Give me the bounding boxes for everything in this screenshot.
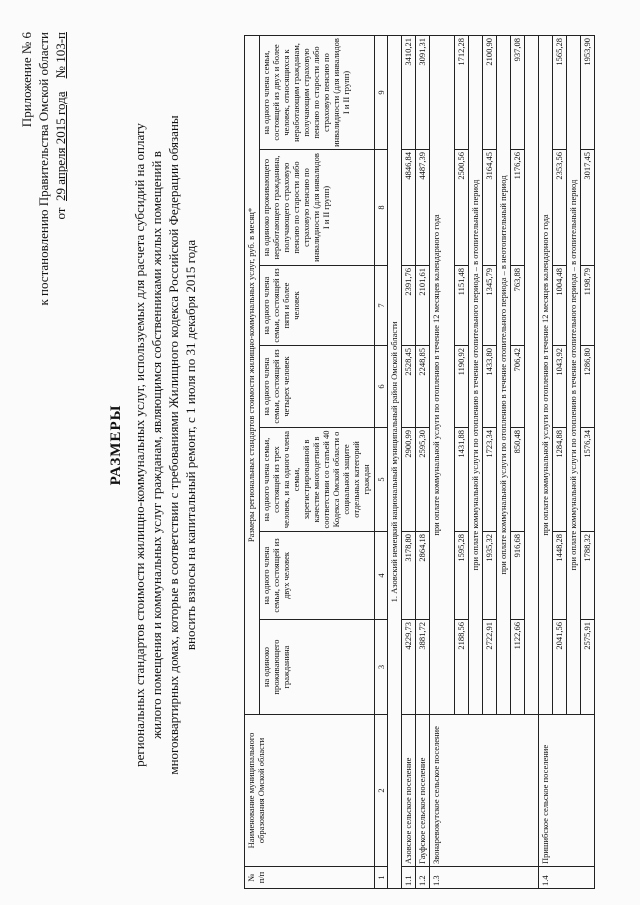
- band-label: при оплате коммунальной услуги по отоплению в течение отопительного периода – в отопительный период: [469, 35, 483, 714]
- cell-value: 2100,90: [483, 35, 497, 149]
- cell-value: 2900,99: [402, 428, 416, 532]
- appendix-date: 29 апреля 2015 года: [53, 91, 68, 202]
- table-row: [539, 35, 553, 888]
- header-name: Наименование муниципального образования Омской области: [245, 715, 375, 867]
- row-number: 1.1: [402, 867, 416, 889]
- column-number: 9: [375, 35, 388, 149]
- header-group: Размеры региональных стандартов стоимости жилищно-коммунальных услуг, руб. в месяц*: [245, 35, 260, 714]
- subheader-col4: на одного члена семьи, состоящей из двух человек: [260, 532, 375, 620]
- column-number: 5: [375, 428, 388, 532]
- row-name: Азовское сельское поселение: [402, 715, 416, 867]
- cell-value: 1286,80: [581, 346, 595, 428]
- cell-value: 1788,32: [581, 532, 595, 620]
- band-label: при оплате коммунальной услуги по отоплению в течение 12 месяцев календарного года: [539, 35, 553, 714]
- cell-value: 1284,88: [553, 428, 567, 532]
- cell-value: 2041,56: [553, 620, 567, 715]
- subheader-col7: на одного члена семьи, состоящей из пяти и более человек: [260, 266, 375, 346]
- cell-value: 1953,90: [581, 35, 595, 149]
- cell-value: 1576,34: [581, 428, 595, 532]
- column-number: 4: [375, 532, 388, 620]
- column-number: 2: [375, 715, 388, 867]
- column-number: 3: [375, 620, 388, 715]
- subheader-col9: на одного члена семьи, состоящей из двух и более человек, относящихся к неработающим гражданам, получающим страховую пенсию по старости либо страховую пенсию по инвалидности (для инвалидов I и II групп): [260, 35, 375, 149]
- cell-value: 1122,66: [511, 620, 525, 715]
- cell-value: 916,68: [511, 532, 525, 620]
- subheader-col8: на одиноко проживающего неработающего гражданина, получающего страховую пенсию по старости либо страховую пенсию по инвалидности (для инвалидов I и II групп): [260, 150, 375, 266]
- cell-value: 2722,91: [483, 620, 497, 715]
- cell-value: 4229,73: [402, 620, 416, 715]
- row-name: Пришибское сельское поселение: [539, 715, 595, 867]
- cell-value: 2500,56: [455, 150, 469, 266]
- appendix-doc-number: № 103-п: [53, 32, 68, 79]
- cell-value: 1433,80: [483, 346, 497, 428]
- cell-value: 937,08: [511, 35, 525, 149]
- column-number: 7: [375, 266, 388, 346]
- appendix-date-line: от 29 апреля 2015 года № 103-п: [53, 32, 68, 220]
- appendix-block: [18, 32, 69, 306]
- cell-value: 850,48: [511, 428, 525, 532]
- document-title: РАЗМЕРЫ: [108, 404, 124, 486]
- cell-value: 3178,80: [402, 532, 416, 620]
- cell-value: 2595,30: [416, 428, 430, 532]
- cell-value: 1004,48: [553, 266, 567, 346]
- cell-value: 2353,56: [553, 150, 567, 266]
- cell-value: 3164,45: [483, 150, 497, 266]
- cell-value: 1595,28: [455, 532, 469, 620]
- cell-value: 2528,45: [402, 346, 416, 428]
- cell-value: 1712,28: [455, 35, 469, 149]
- cell-value: 1448,28: [553, 532, 567, 620]
- row-number: 1.2: [416, 867, 430, 889]
- subheader-col5: на одного члена семьи, состоящей из трех человек, и на одного члена семьи, зарегистрированной в качестве многодетной в соответствии со статьей 40 Кодекса Омской области о социальной защите отдельных категорий граждан: [260, 428, 375, 532]
- cell-value: 2188,56: [455, 620, 469, 715]
- header-no: № п/п: [245, 867, 375, 889]
- standards-table: [244, 35, 595, 889]
- row-number: 1.4: [539, 867, 595, 889]
- cell-value: 3881,72: [416, 620, 430, 715]
- cell-value: 1565,28: [553, 35, 567, 149]
- subheader-col6: на одного члена семьи, состоящей из четырех человек: [260, 346, 375, 428]
- cell-value: 1198,79: [581, 266, 595, 346]
- column-number: 6: [375, 346, 388, 428]
- cell-value: 4846,84: [402, 150, 416, 266]
- cell-value: 1935,32: [483, 532, 497, 620]
- section-row: [388, 35, 402, 888]
- row-name: Гауфское сельское поселение: [416, 715, 430, 867]
- document-heading: [108, 105, 199, 785]
- cell-value: 2864,18: [416, 532, 430, 620]
- cell-value: 1043,92: [553, 346, 567, 428]
- band-label: при оплате коммунальной услуги по отоплению в течение отопительного периода – в отопительный период: [567, 35, 581, 714]
- cell-value: 1723,34: [483, 428, 497, 532]
- cell-value: 1151,48: [455, 266, 469, 346]
- cell-value: 706,42: [511, 346, 525, 428]
- cell-value: 3410,21: [402, 35, 416, 149]
- column-number: 1: [375, 867, 388, 889]
- table-row: [430, 35, 455, 888]
- cell-value: 2575,91: [581, 620, 595, 715]
- column-number-row: [375, 35, 388, 888]
- column-number: 8: [375, 150, 388, 266]
- cell-value: 2248,85: [416, 346, 430, 428]
- row-name: Звонаревокутское сельское поселение: [430, 715, 539, 867]
- band-label: при оплате коммунальной услуги по отоплению в течение 12 месяцев календарного года: [430, 35, 455, 714]
- cell-value: 4487,39: [416, 150, 430, 266]
- appendix-reference: к постановлению Правительства Омской области: [36, 32, 51, 306]
- cell-value: 763,88: [511, 266, 525, 346]
- subheader-col3: на одиноко проживающего гражданина: [260, 620, 375, 715]
- cell-value: 1190,92: [455, 346, 469, 428]
- cell-value: 1176,26: [511, 150, 525, 266]
- cell-value: 2391,76: [402, 266, 416, 346]
- band-label: при оплате коммунальной услуги по отоплению в течение отопительного периода – в неотопительный период: [497, 35, 511, 714]
- table-row: [402, 35, 416, 888]
- cell-value: 1431,88: [455, 428, 469, 532]
- row-number: 1.3: [430, 867, 539, 889]
- appendix-number: Приложение № 6: [19, 32, 34, 128]
- cell-value: 3091,31: [416, 35, 430, 149]
- cell-value: 1345,79: [483, 266, 497, 346]
- document-description: региональных стандартов стоимости жилищно-коммунальных услуг, используемых для расчета субсидий на оплату жилого помещения и коммунальных услуг гражданам, являющимся собственниками жилых помещений в многоквартирных домах, которые в соответствии с требованиями Жилищного кодекса Российской Федерации обязаны вносить взносы на капитальный ремонт, с 1 июля по 31 декабря 2015 года: [132, 115, 198, 775]
- cell-value: 2101,61: [416, 266, 430, 346]
- table-header-row: [245, 35, 260, 888]
- section-title: 1. Азовский немецкий национальный муниципальный район Омской области: [388, 35, 402, 888]
- table-row: [416, 35, 430, 888]
- cell-value: 3017,45: [581, 150, 595, 266]
